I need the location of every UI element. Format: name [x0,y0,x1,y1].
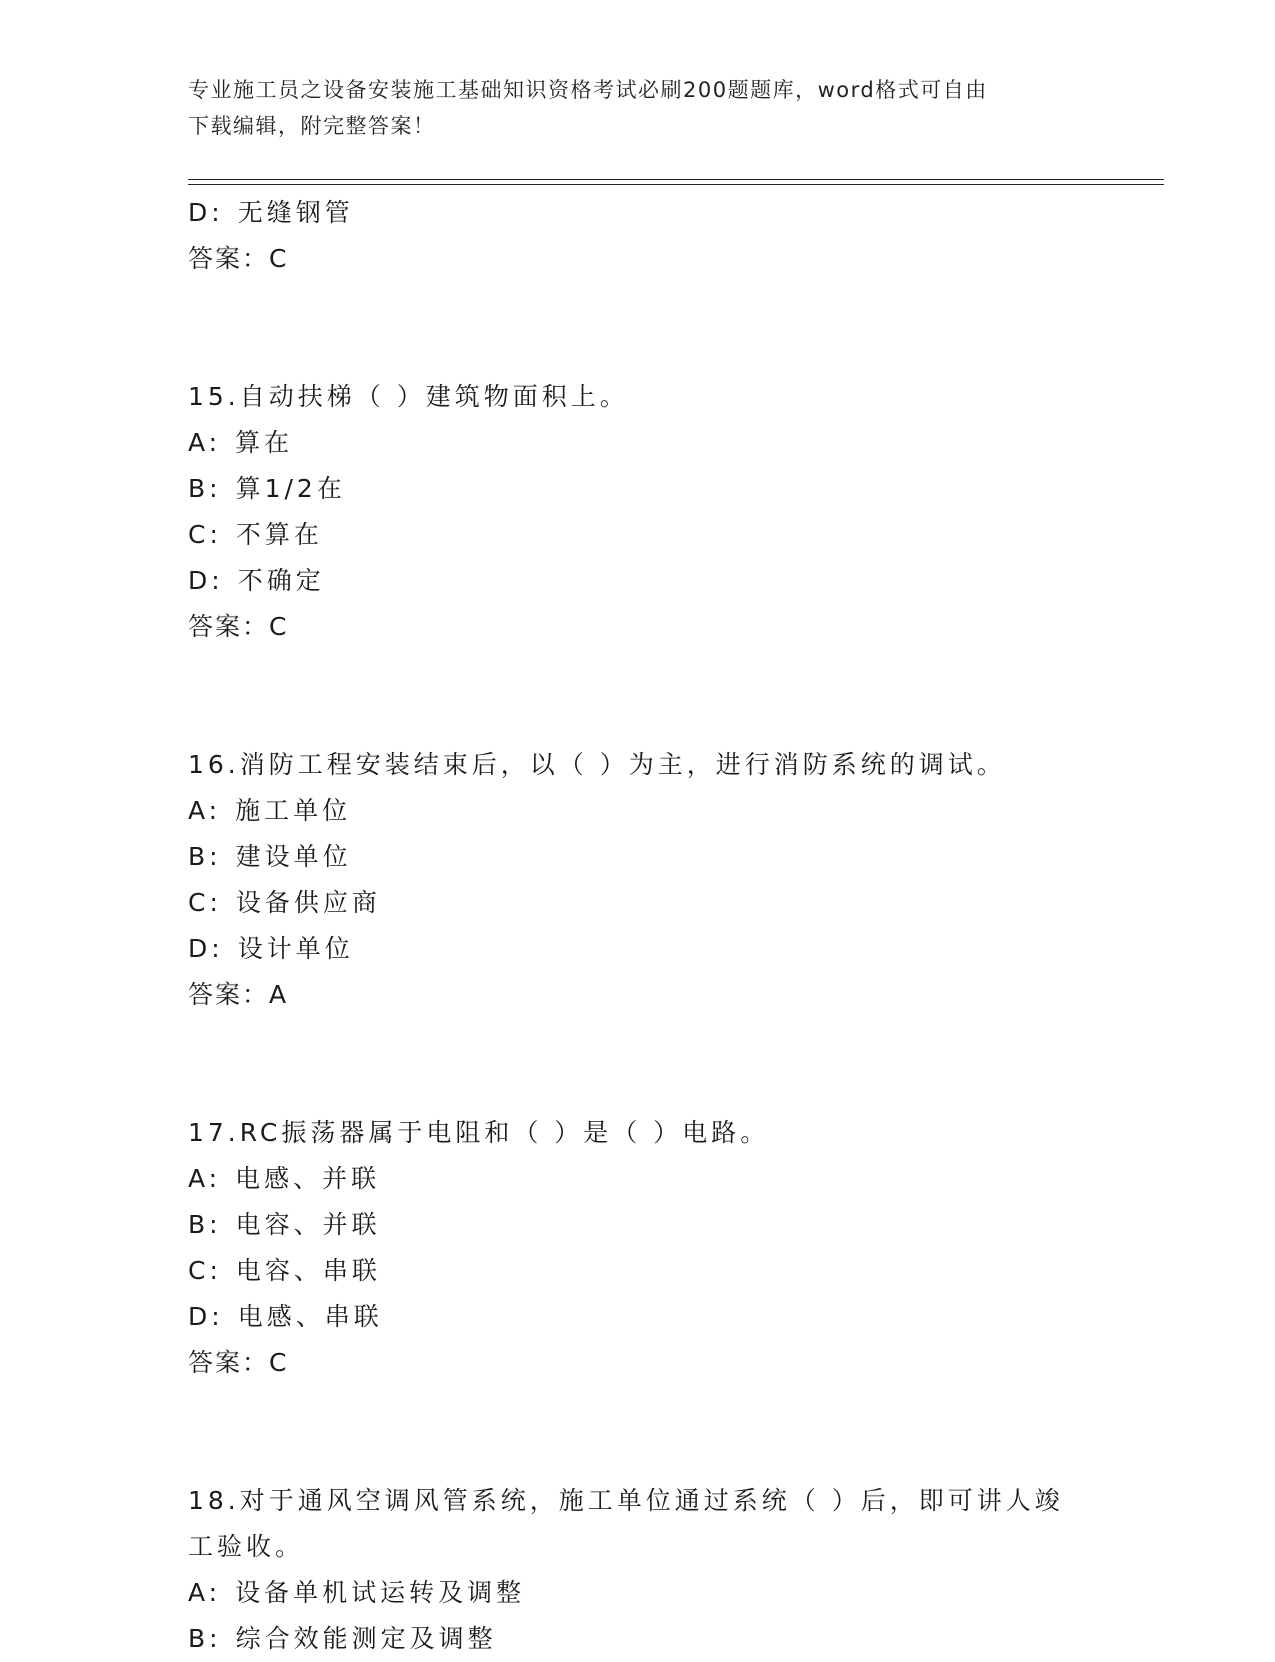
question-stem-continuation: 工验收。 [188,1532,305,1561]
header-divider-top [188,179,1164,180]
option-letter: A: [188,796,222,825]
question-block [188,374,1088,650]
option-text: 算在 [235,428,294,457]
answer-line: 答案：C [188,244,289,273]
option-line [188,1294,1088,1340]
question-block [188,1478,1088,1662]
question-content [188,190,1088,1662]
option-letter: B: [188,1210,222,1239]
option-text: 电感、并联 [235,1164,381,1193]
option-text: 施工单位 [235,796,352,825]
option-line [188,788,1088,834]
option-text: 算1/2在 [235,474,346,503]
option-letter: B: [188,1624,222,1653]
spacer [188,1018,1088,1110]
option-letter: D: [188,934,224,963]
option-line [188,880,1088,926]
option-line [188,190,1088,236]
option-text: 无缝钢管 [237,198,354,227]
option-text: 设备单机试运转及调整 [235,1578,526,1607]
option-letter: B: [188,842,222,871]
option-text: 电感、串联 [237,1302,383,1331]
spacer [188,650,1088,742]
option-line [188,834,1088,880]
answer-line: 答案：A [188,980,289,1009]
option-line [188,420,1088,466]
spacer [188,282,1088,374]
option-letter: C: [188,888,222,917]
header-line-1: 专业施工员之设备安装施工基础知识资格考试必刷200题题库，word格式可自由 [188,78,988,102]
option-line [188,512,1088,558]
option-letter: B: [188,474,222,503]
option-letter: A: [188,1164,222,1193]
answer-line: 答案：C [188,1348,289,1377]
option-letter: C: [188,1256,222,1285]
option-line [188,1248,1088,1294]
header-divider-bottom [188,184,1164,185]
option-text: 电容、串联 [235,1256,381,1285]
option-line [188,1616,1088,1662]
option-letter: D: [188,1302,224,1331]
question-block [188,742,1088,1018]
option-line [188,466,1088,512]
answer-line: 答案：C [188,612,289,641]
option-letter: D: [188,198,224,227]
option-text: 电容、并联 [235,1210,381,1239]
question-stem: 18.对于通风空调风管系统，施工单位通过系统（ ）后，即可讲人竣 [188,1486,1064,1515]
option-line [188,1202,1088,1248]
option-text: 设计单位 [237,934,354,963]
option-letter: D: [188,566,224,595]
option-line [188,926,1088,972]
option-line [188,1570,1088,1616]
option-text: 综合效能测定及调整 [235,1624,497,1653]
option-text: 建设单位 [235,842,352,871]
option-text: 不算在 [235,520,323,549]
spacer [188,1386,1088,1478]
header-line-2: 下载编辑，附完整答案！ [188,114,436,138]
document-header [188,72,1068,144]
option-letter: A: [188,428,222,457]
option-text: 不确定 [237,566,325,595]
option-letter: C: [188,520,222,549]
option-line [188,558,1088,604]
question-stem: 15.自动扶梯（ ）建筑物面积上。 [188,382,629,411]
option-text: 设备供应商 [235,888,381,917]
question-block [188,1110,1088,1386]
question-stem: 17.RC振荡器属于电阻和（ ）是（ ）电路。 [188,1118,770,1147]
question-stem: 16.消防工程安装结束后，以（ ）为主，进行消防系统的调试。 [188,750,1006,779]
option-letter: A: [188,1578,222,1607]
option-line [188,1156,1088,1202]
